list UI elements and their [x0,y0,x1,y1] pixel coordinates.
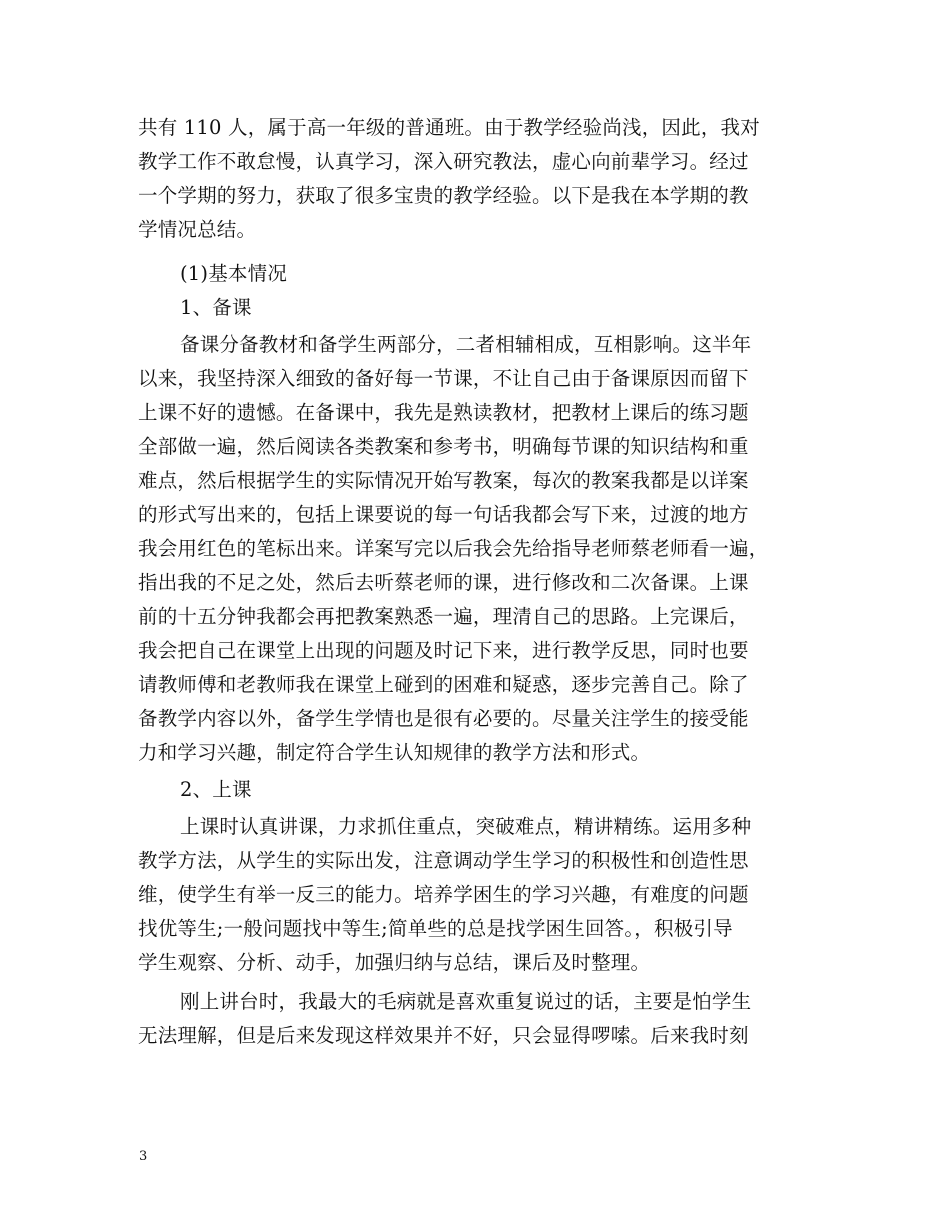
text-line: 我会用红色的笔标出来。详案写完以后我会先给指导老师蔡老师看一遍， [138,537,769,560]
text-line: 我会把自己在课堂上出现的问题及时记下来，进行教学反思，同时也要 [138,639,749,662]
text-line: 指出我的不足之处，然后去听蔡老师的课，进行修改和二次备课。上课 [138,571,749,594]
text-line: 上课不好的遗憾。在备课中，我先是熟读教材，把教材上课后的练习题 [138,401,749,424]
text-line: 共有 110 人，属于高一年级的普通班。由于教学经验尚浅，因此，我对 [138,116,760,139]
text-line: 全部做一遍，然后阅读各类教案和参考书，明确每节课的知识结构和重 [138,435,749,458]
section-heading: (1)基本情况 [180,262,288,285]
text-line: 无法理解，但是后来发现这样效果并不好，只会显得啰嗦。后来我时刻 [138,1024,749,1047]
subsection-heading: 1、备课 [180,296,252,319]
text-line: 力和学习兴趣，制定符合学生认知规律的教学方法和形式。 [138,741,651,764]
text-line: 找优等生;一般问题找中等生;简单些的总是找学困生回答。，积极引导 [138,917,733,940]
text-line: 以来，我坚持深入细致的备好每一节课，不让自己由于备课原因而留下 [138,367,749,390]
text-line: 学情况总结。 [138,218,257,241]
text-line: 前的十五分钟我都会再把教案熟悉一遍，理清自己的思路。上完课后， [138,605,749,628]
text-line: 备课分备教材和备学生两部分，二者相辅相成，互相影响。这半年 [180,333,752,356]
text-line: 请教师傅和老教师我在课堂上碰到的困难和疑惑，逐步完善自己。除了 [138,673,749,696]
text-line: 难点，然后根据学生的实际情况开始写教案，每次的教案我都是以详案 [138,469,749,492]
text-line: 维，使学生有举一反三的能力。培养学困生的学习兴趣，有难度的问题 [138,883,749,906]
text-line: 教学方法，从学生的实际出发，注意调动学生学习的积极性和创造性思 [138,849,749,872]
text-line: 上课时认真讲课，力求抓住重点，突破难点，精讲精练。运用多种 [180,815,752,838]
subsection-heading: 2、上课 [180,778,252,801]
text-line: 一个学期的努力，获取了很多宝贵的教学经验。以下是我在本学期的教 [138,184,749,207]
text-line: 备教学内容以外，备学生学情也是很有必要的。尽量关注学生的接受能 [138,707,749,730]
page-number: 3 [139,1149,148,1164]
text-line: 刚上讲台时，我最大的毛病就是喜欢重复说过的话，主要是怕学生 [180,990,752,1013]
text-line: 教学工作不敢怠慢，认真学习，深入研究教法，虚心向前辈学习。经过 [138,150,749,173]
text-line: 学生观察、分析、动手，加强归纳与总结，课后及时整理。 [138,951,651,974]
text-line: 的形式写出来的，包括上课要说的每一句话我都会写下来，过渡的地方 [138,503,749,526]
